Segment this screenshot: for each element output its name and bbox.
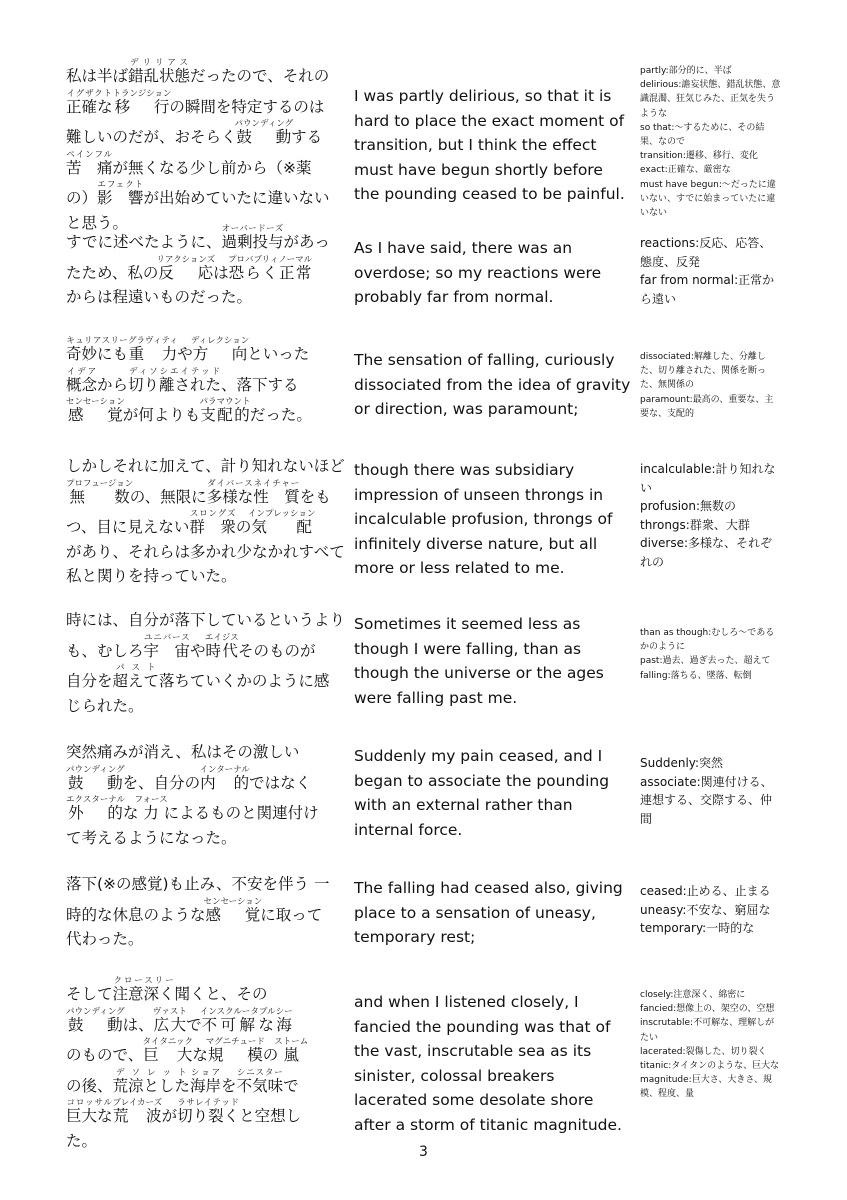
ruby-base: 宇 宙: [143, 641, 191, 660]
gloss-entry: falling:落ちる、墜落、転倒: [640, 670, 752, 681]
japanese-line: [66, 150, 352, 181]
ruby-word: [112, 88, 172, 116]
gloss-entry: dissociated:解離した、分離した、切り離された、関係を断った、無関係の: [640, 352, 767, 391]
ruby-reading: ダイバース: [206, 478, 254, 489]
japanese-segment: があっ: [283, 233, 330, 251]
japanese-segment: な: [192, 1046, 208, 1064]
ruby-word: [66, 1006, 125, 1034]
japanese-segment: が: [161, 1107, 178, 1125]
ruby-word: [199, 764, 250, 792]
ruby-word: [156, 254, 216, 282]
ruby-word: [112, 976, 175, 1003]
ruby-base: 注意深く: [112, 985, 175, 1003]
japanese-line: [66, 564, 352, 589]
japanese-line: [66, 180, 352, 211]
gloss-entry: inscrutable:不可解な、理解しがたい: [640, 1018, 775, 1043]
japanese-segment: な: [122, 804, 139, 822]
japanese-segment: つ、目に見えない: [66, 518, 190, 536]
gloss-entry: Suddenly:突然: [640, 756, 724, 770]
ruby-reading: プロバブリィ: [228, 254, 279, 265]
ruby-reading: イグザクト: [66, 88, 113, 99]
japanese-line: [66, 255, 352, 286]
japanese-text: [66, 224, 352, 310]
ruby-word: [221, 224, 284, 251]
ruby-word: [274, 1037, 309, 1064]
ruby-base: 広大: [152, 1015, 187, 1034]
ruby-base: 鼓 動: [66, 1015, 125, 1034]
english-text: As I have said, there was an overdose; so my reactions were probably far from normal.: [354, 239, 602, 306]
ruby-base: 切り離された: [128, 375, 222, 394]
ruby-base: 外 的: [66, 804, 125, 822]
japanese-line: [66, 1098, 352, 1129]
japanese-line: [66, 119, 352, 150]
ruby-base: 海: [275, 1015, 293, 1034]
japanese-segment: に取って: [260, 905, 323, 924]
ruby-reading: キュリアスリー: [66, 336, 129, 346]
ruby-word: [177, 1098, 240, 1125]
ruby-reading: ブレイカーズ: [112, 1098, 163, 1108]
ruby-base: 正常: [278, 263, 313, 282]
ruby-word: [275, 1006, 293, 1034]
passage-row: [66, 872, 786, 962]
japanese-line: [66, 694, 352, 719]
ruby-word: [199, 397, 251, 424]
ruby-reading: ディレクション: [190, 336, 250, 346]
japanese-line: [66, 509, 352, 540]
ruby-reading: パスト: [112, 663, 160, 673]
ruby-reading: パラマウント: [199, 397, 251, 407]
japanese-segment: ではなく: [249, 773, 312, 792]
vocabulary-gloss: [640, 460, 782, 571]
gloss-entry: lacerated:裂傷した、切り裂く: [640, 1046, 767, 1057]
japanese-line: [66, 927, 352, 952]
ruby-word: [66, 478, 134, 506]
gloss-entry: profusion:無数の: [640, 499, 737, 513]
ruby-reading: シー: [275, 1006, 293, 1017]
gloss-entry: ceased:止める、止まる: [640, 884, 771, 898]
japanese-segment: で: [186, 1015, 202, 1034]
vocabulary-gloss: [640, 64, 782, 220]
gloss-entry: diverse:多様な、それぞれの: [640, 536, 773, 569]
ruby-word: [112, 663, 160, 690]
gloss-entry: magnitude:巨大さ、大きさ、規模、程度、量: [640, 1075, 772, 1100]
gloss-entry: delirious:譫妄状態、錯乱状態、意識混濁、狂気じみた、正気を失うような: [640, 80, 781, 119]
ruby-reading: コロッサル: [66, 1098, 113, 1108]
japanese-segment: が無くなる少し前から（※薬: [112, 158, 312, 177]
ruby-base: 力: [134, 804, 168, 822]
japanese-segment: を: [221, 1076, 237, 1095]
ruby-word: [143, 632, 191, 660]
japanese-segment: 落下(※の感覚)も止み、不安を伴う 一: [66, 875, 330, 893]
japanese-line: [66, 454, 352, 479]
ruby-word: [142, 1037, 194, 1064]
japanese-segment: だったので、それの: [190, 67, 330, 85]
ruby-base: 巨大な: [66, 1107, 113, 1125]
ruby-reading: インプレッション: [247, 509, 316, 519]
ruby-reading: パウンディング: [234, 119, 294, 129]
ruby-base: 反 応: [156, 263, 216, 282]
japanese-line: [66, 1007, 352, 1038]
ruby-word: [66, 1098, 113, 1125]
japanese-segment: 落ちていくかのように感: [159, 672, 330, 690]
gloss-entry: temporary:一時的な: [640, 921, 755, 935]
ruby-base: 鼓 動: [66, 773, 125, 792]
japanese-line: [66, 224, 352, 255]
ruby-word: [190, 336, 250, 363]
japanese-segment: といった: [247, 345, 310, 363]
japanese-line: [66, 540, 352, 565]
gloss-entry: partly:部分的に、半ば: [640, 66, 732, 76]
ruby-reading: リアクションズ: [156, 254, 216, 265]
ruby-base: 群 衆: [189, 518, 236, 536]
ruby-base: 奇妙にも: [66, 345, 129, 363]
ruby-base: 正確な: [66, 97, 113, 116]
ruby-word: [128, 58, 191, 85]
ruby-word: [66, 149, 113, 177]
japanese-line: [66, 826, 352, 851]
japanese-segment: そして: [66, 985, 113, 1003]
ruby-base: 感 覚: [66, 406, 125, 424]
ruby-reading: パウンディング: [66, 1006, 125, 1017]
ruby-reading: イデア: [66, 366, 97, 377]
ruby-base: 切り裂く: [177, 1107, 240, 1125]
passage-row: [66, 224, 786, 324]
japanese-segment: しかしそれに加えて、計り知れないほど: [66, 457, 345, 475]
ruby-word: [206, 478, 254, 506]
japanese-line: [66, 479, 352, 510]
japanese-segment: 難しいのだが、おそらく: [66, 128, 237, 146]
vocabulary-gloss: [640, 882, 782, 938]
japanese-segment: 私は半ば: [66, 67, 129, 85]
ruby-word: [112, 1067, 191, 1095]
japanese-line: [66, 872, 352, 897]
ruby-base: 性 質: [253, 487, 300, 506]
japanese-segment: のもので、: [66, 1046, 144, 1064]
ruby-base: 気 配: [247, 518, 316, 536]
gloss-entry: incalculable:計り知れない: [640, 462, 776, 495]
japanese-text: [66, 872, 352, 952]
ruby-base: 規 模: [205, 1046, 265, 1064]
japanese-line: [66, 367, 352, 398]
japanese-segment: 時的な休息のような: [66, 905, 206, 924]
japanese-segment: が何よりも: [122, 406, 201, 424]
ruby-word: [236, 1067, 284, 1095]
ruby-base: 嵐: [274, 1046, 309, 1064]
japanese-line: [66, 976, 352, 1007]
ruby-base: 恐らく: [228, 263, 279, 282]
japanese-text: [66, 608, 352, 718]
ruby-base: 不可解な: [199, 1015, 276, 1034]
japanese-segment: をも: [299, 487, 331, 506]
japanese-segment: は、: [122, 1015, 154, 1034]
japanese-segment: があり、それらは多かれ少なかれすべて: [66, 542, 345, 561]
japanese-line: [66, 633, 352, 664]
ruby-base: 概念: [66, 375, 98, 394]
japanese-segment: すでに述べたように、: [66, 233, 222, 251]
gloss-entry: than as though:むしろ～であるかのように: [640, 628, 775, 653]
ruby-reading: プロフュージョン: [66, 478, 134, 489]
japanese-line: [66, 740, 352, 765]
japanese-text: [66, 740, 352, 850]
japanese-segment: 私と関りを持っていた。: [66, 567, 237, 585]
ruby-reading: ラサレイテッド: [177, 1098, 240, 1108]
ruby-reading: エフェクト: [97, 180, 144, 190]
ruby-reading: インスクルータブル: [199, 1006, 276, 1017]
ruby-word: [204, 632, 239, 660]
vocabulary-gloss: [640, 234, 782, 308]
ruby-reading: オーバードーズ: [221, 224, 284, 234]
ruby-reading: スロングズ: [189, 509, 236, 519]
english-text: and when I listened closely, I fancied the pounding was that of the vast, inscrutable sea as its sinister, colossal breakers lacerated some desolate shore after a storm of titanic magnitude.: [354, 993, 622, 1134]
japanese-segment: 時には、自分が落下しているというより: [66, 611, 346, 629]
ruby-reading: デソレット: [112, 1067, 191, 1078]
ruby-reading: グラヴィティ: [128, 336, 178, 346]
japanese-text: [66, 58, 352, 235]
passage-row: [66, 740, 786, 850]
passage-row: [66, 976, 786, 1150]
japanese-line: [66, 285, 352, 310]
ruby-base: 荒涼とした: [112, 1076, 191, 1095]
gloss-entry: throngs:群衆、大群: [640, 517, 750, 532]
ruby-word: [66, 764, 125, 792]
ruby-base: 不気味: [236, 1076, 284, 1095]
ruby-base: 荒 波: [112, 1107, 163, 1125]
ruby-reading: タイタニック: [142, 1037, 194, 1047]
ruby-reading: マグニチュード: [205, 1037, 265, 1047]
japanese-line: [66, 608, 352, 633]
ruby-base: 感 覚: [203, 905, 263, 924]
ruby-base: 過剰投与: [221, 233, 284, 251]
japanese-segment: で: [283, 1076, 299, 1095]
japanese-segment: 自分を: [66, 672, 113, 690]
ruby-word: [66, 336, 129, 363]
passage-row: [66, 454, 786, 584]
ruby-base: 苦 痛: [66, 158, 113, 177]
ruby-word: [234, 119, 294, 146]
ruby-word: [66, 366, 98, 394]
japanese-segment: から: [97, 375, 129, 394]
japanese-segment: の: [235, 518, 252, 536]
ruby-reading: ペインフル: [66, 149, 113, 160]
gloss-entry: past:過去、過ぎ去った、超えて: [640, 656, 771, 667]
japanese-segment: によるものと関連付け: [163, 804, 319, 822]
japanese-segment: た。: [66, 1131, 98, 1150]
japanese-segment: と空想し: [239, 1107, 302, 1125]
vocabulary-gloss: [640, 988, 782, 1102]
ruby-reading: パウンディング: [66, 764, 125, 775]
ruby-word: [247, 509, 316, 536]
japanese-line: [66, 765, 352, 796]
ruby-word: [128, 336, 178, 363]
ruby-base: 錯乱状態: [128, 67, 191, 85]
ruby-word: [112, 1098, 163, 1125]
japanese-segment: と思う。: [66, 213, 129, 232]
japanese-segment: の、無限に: [129, 487, 207, 506]
gloss-entry: far from normal:正常から遠い: [640, 273, 775, 306]
japanese-segment: は: [213, 263, 229, 282]
ruby-reading: フォース: [134, 795, 168, 805]
ruby-base: 影 響: [97, 189, 144, 207]
ruby-reading: エイジス: [204, 632, 239, 643]
page-number: 3: [419, 1144, 428, 1160]
gloss-entry: must have begun:～だったに違いない、すでに始まっていたに違いない: [640, 179, 776, 219]
ruby-base: 巨 大: [142, 1046, 194, 1064]
ruby-base: 多様な: [206, 487, 254, 506]
ruby-base: 超えて: [112, 672, 160, 690]
english-text: The falling had ceased also, giving place to a sensation of uneasy, temporary rest;: [354, 879, 623, 946]
japanese-segment: たため、私の: [66, 263, 159, 282]
japanese-segment: の）: [66, 189, 98, 207]
ruby-base: 移 行: [112, 97, 172, 116]
ruby-reading: トランジション: [112, 88, 172, 99]
ruby-reading: インターナル: [199, 764, 250, 775]
ruby-word: [66, 795, 125, 822]
ruby-word: [278, 254, 313, 282]
ruby-word: [203, 896, 263, 924]
japanese-segment: を、自分の: [122, 773, 201, 792]
japanese-segment: て考えるようになった。: [66, 828, 237, 847]
japanese-line: [66, 397, 352, 428]
ruby-word: [199, 1006, 276, 1034]
english-text: Suddenly my pain ceased, and I began to associate the pounding with an external rather than internal force.: [354, 747, 610, 839]
ruby-word: [189, 509, 236, 536]
ruby-reading: クロースリー: [112, 976, 175, 986]
gloss-entry: paramount:最高の、重要な、主要な、支配的: [640, 394, 774, 419]
ruby-base: 重 力: [128, 345, 178, 363]
japanese-segment: そのものが: [237, 641, 316, 660]
ruby-base: 無 数: [66, 487, 134, 506]
japanese-text: [66, 454, 352, 589]
english-text: The sensation of falling, curiously dissociated from the idea of gravity or direction, was paramount;: [354, 351, 631, 418]
japanese-segment: の: [262, 1046, 279, 1064]
japanese-segment: の後、: [66, 1076, 113, 1095]
japanese-segment: 代わった。: [66, 930, 144, 948]
vocabulary-gloss: [640, 626, 782, 683]
ruby-reading: エクスターナル: [66, 795, 125, 805]
gloss-entry: reactions:反応、応答、態度、反発: [640, 236, 772, 269]
japanese-segment: だった。: [249, 406, 312, 424]
gloss-entry: exact:正確な、厳密な: [640, 165, 731, 176]
ruby-reading: センセーション: [66, 397, 125, 407]
ruby-word: [152, 1006, 187, 1034]
ruby-word: [190, 1067, 222, 1095]
ruby-word: [128, 366, 222, 394]
japanese-line: [66, 897, 352, 928]
gloss-entry: transition:遷移、移行、変化: [640, 151, 758, 162]
japanese-segment: や: [190, 641, 206, 660]
ruby-reading: ショア: [190, 1067, 222, 1078]
ruby-reading: デリリアス: [128, 58, 191, 68]
ruby-base: 時代: [204, 641, 239, 660]
japanese-text: [66, 336, 352, 428]
japanese-line: [66, 336, 352, 367]
ruby-base: 方 向: [190, 345, 250, 363]
japanese-line: [66, 795, 352, 826]
passage-row: [66, 336, 786, 446]
ruby-word: [205, 1037, 265, 1064]
gloss-entry: closely:注意深く、綿密に: [640, 990, 746, 1000]
japanese-segment: が出始めていたに違いない: [143, 189, 330, 207]
japanese-line: [66, 663, 352, 694]
japanese-text: [66, 976, 352, 1153]
japanese-segment: する: [291, 128, 323, 146]
gloss-entry: titanic:タイタンのような、巨大な: [640, 1061, 780, 1072]
gloss-entry: so that:～するために、その結果、なので: [640, 122, 765, 148]
ruby-base: 内 的: [199, 773, 250, 792]
ruby-word: [253, 478, 300, 506]
ruby-word: [134, 795, 168, 822]
vocabulary-gloss: [640, 754, 782, 828]
english-text: though there was subsidiary impression of unseen throngs in incalculable profusion, throngs of infinitely diverse nature, but all more or less related to me.: [354, 461, 613, 577]
english-text: Sometimes it seemed less as though I were falling, than as though the universe or the ages were falling past me.: [354, 615, 604, 707]
ruby-word: [66, 88, 113, 116]
ruby-base: 海岸: [190, 1076, 222, 1095]
japanese-line: [66, 58, 352, 89]
japanese-segment: 突然痛みが消え、私はその激しい: [66, 743, 300, 761]
ruby-base: 鼓 動: [234, 128, 294, 146]
gloss-entry: fancied:想像上の、架空の、空想: [640, 1004, 775, 1015]
japanese-line: [66, 89, 352, 120]
passage-row: [66, 608, 786, 718]
japanese-segment: や: [177, 345, 193, 363]
ruby-reading: ディソシエイテッド: [128, 366, 222, 377]
english-text: I was partly delirious, so that it is hard to place the exact moment of transition, but I think the effect must have begun shortly before the pounding ceased to be painful.: [354, 87, 625, 203]
japanese-segment: 聞くと、その: [174, 985, 268, 1003]
ruby-reading: ユニバース: [143, 632, 191, 643]
gloss-entry: uneasy:不安な、窮屈な: [640, 902, 771, 917]
japanese-segment: も、むしろ: [66, 641, 144, 660]
japanese-line: [66, 1037, 352, 1068]
japanese-segment: 、落下する: [221, 375, 299, 394]
japanese-line: [66, 1068, 352, 1099]
gloss-entry: associate:関連付ける、連想する、交際する、仲間: [640, 774, 773, 826]
ruby-reading: ストーム: [274, 1037, 309, 1047]
ruby-word: [228, 254, 279, 282]
ruby-word: [97, 180, 144, 207]
ruby-reading: ノーマル: [278, 254, 313, 265]
japanese-segment: からは程遠いものだった。: [66, 288, 253, 306]
vocabulary-gloss: [640, 350, 782, 421]
japanese-segment: じられた。: [66, 696, 144, 715]
ruby-reading: センセーション: [203, 896, 263, 907]
japanese-segment: の瞬間を特定するのは: [169, 97, 325, 116]
ruby-reading: ヴァスト: [152, 1006, 187, 1017]
ruby-word: [66, 397, 125, 424]
ruby-reading: シニスター: [236, 1067, 284, 1078]
ruby-reading: ネイチャー: [253, 478, 300, 489]
ruby-base: 支配的: [199, 406, 251, 424]
